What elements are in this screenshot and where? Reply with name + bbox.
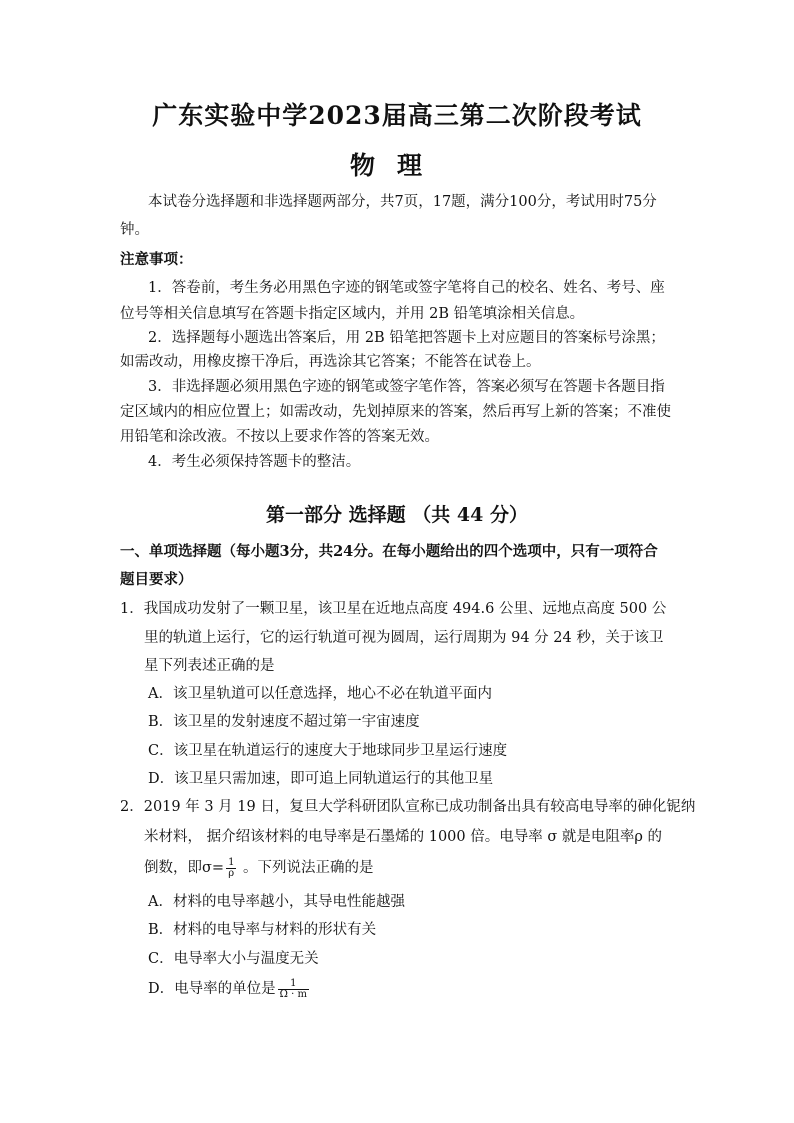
notes-heading: 注意事项： xyxy=(120,251,193,268)
question-2-option-b: B．材料的电导率与材料的形状有关 xyxy=(148,922,377,938)
question-1-line: 星下列表述正确的是 xyxy=(144,658,275,674)
unit-fraction xyxy=(278,979,309,1000)
question-2-line-3 xyxy=(144,856,374,879)
fraction-numerator: 1 xyxy=(228,856,235,868)
question-2-option-d xyxy=(148,977,311,1000)
question-1-line: 里的轨道上运行，它的运行轨道可视为圆周，运行周期为 94 分 24 秒，关于该卫 xyxy=(144,630,664,646)
question-1-line: 1．我国成功发射了一颗卫星，该卫星在近地点高度 494.6 公里、远地点高度 500 公 xyxy=(120,601,667,617)
note-line: 定区域内的相应位置上；如需改动，先划掉原来的答案，然后再写上新的答案；不准使 xyxy=(120,404,671,420)
question-2-option-c: C．电导率大小与温度无关 xyxy=(148,951,319,967)
intro-line-1: 本试卷分选择题和非选择题两部分，共7页，17题，满分100分，考试用时75分 xyxy=(148,194,657,210)
section-heading-line-2: 题目要求） xyxy=(120,571,193,588)
subject-title: 物理 xyxy=(349,151,444,180)
question-2-option-d-text: D．电导率的单位是 xyxy=(148,981,276,997)
note-line: 如需改动，用橡皮擦干净后，再选涂其它答案；不能答在试卷上。 xyxy=(120,354,541,370)
note-line: 4．考生必须保持答题卡的整洁。 xyxy=(148,454,361,470)
question-1-option-a: A．该卫星轨道可以任意选择，地心不必在轨道平面内 xyxy=(148,686,492,702)
question-2-option-a: A．材料的电导率越小，其导电性能越强 xyxy=(148,894,405,910)
note-line: 用铅笔和涂改液。不按以上要求作答的答案无效。 xyxy=(120,429,439,445)
question-1-option-c: C．该卫星在轨道运行的速度大于地球同步卫星运行速度 xyxy=(148,743,508,759)
note-line: 3．非选择题必须用黑色字迹的钢笔或签字笔作答，答案必须写在答题卡各题目指 xyxy=(148,379,665,395)
question-2-line-3-tail: 。下列说法正确的是 xyxy=(238,860,374,876)
note-line: 1．答卷前，考生务必用黑色字迹的钢笔或签字笔将自己的校名、姓名、考号、座 xyxy=(148,280,665,296)
exam-title: 广东实验中学2023届高三第二次阶段考试 xyxy=(152,101,642,130)
question-2-line-3-text: 倒数，即σ= xyxy=(144,860,225,876)
question-2-line-2: 米材料， 据介绍该材料的电导率是石墨烯的 1000 倍。电导率 σ 就是电阻率ρ 的 xyxy=(144,829,662,845)
note-line: 2．选择题每小题选出答案后，用 2B 铅笔把答题卡上对应题目的答案标号涂黑； xyxy=(148,330,665,346)
intro-line-2: 钟。 xyxy=(120,222,149,238)
fraction-denominator: ρ xyxy=(228,867,235,879)
fraction-numerator: 1 xyxy=(278,979,309,990)
question-1-option-b: B．该卫星的发射速度不超过第一宇宙速度 xyxy=(148,714,420,730)
question-1-option-d: D．该卫星只需加速，即可追上同轨道运行的其他卫星 xyxy=(148,771,494,787)
question-2-line-1: 2．2019 年 3 月 19 日，复旦大学科研团队宣称已成功制备出具有较高电导率的砷化铌纳 xyxy=(120,799,696,815)
fraction-denominator: Ω · m xyxy=(279,988,307,1000)
section-heading-line-1: 一、单项选择题（每小题3分，共24分。在每小题给出的四个选项中，只有一项符合 xyxy=(120,543,658,560)
part-one-title: 第一部分 选择题 （共 44 分） xyxy=(266,504,528,526)
note-line: 位号等相关信息填写在答题卡指定区域内，并用 2B 铅笔填涂相关信息。 xyxy=(120,306,585,322)
sigma-fraction xyxy=(226,858,236,879)
